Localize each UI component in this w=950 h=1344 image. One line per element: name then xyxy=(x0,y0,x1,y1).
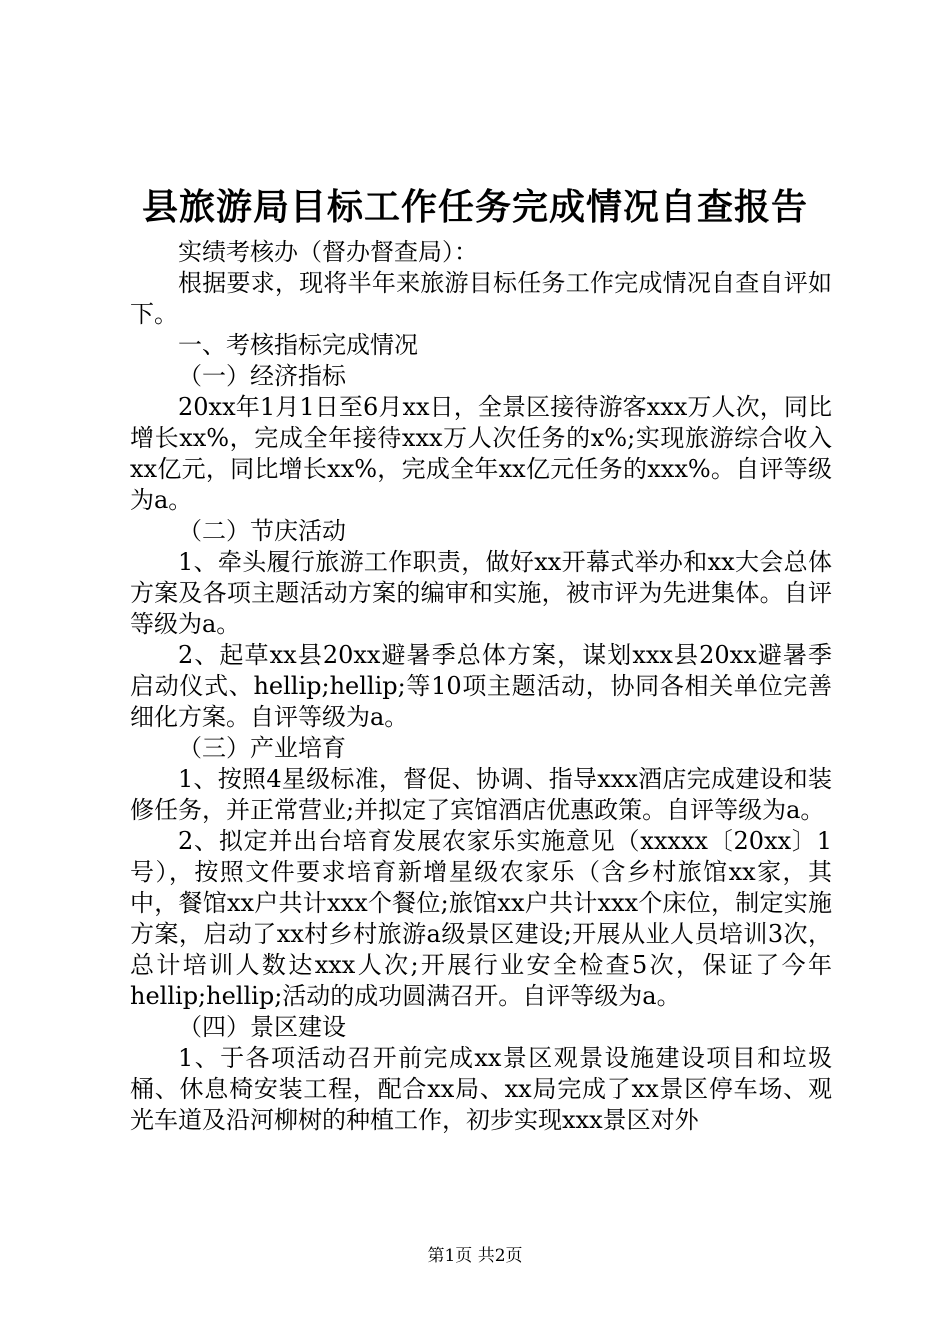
document-body xyxy=(130,237,832,1136)
page-footer: 第1页 共2页 xyxy=(427,1246,523,1266)
salutation: 实绩考核办（督办督查局）： xyxy=(178,238,478,266)
paragraph-industry-1: 1、按照4星级标准，督促、协调、指导xxx酒店完成建设和装修任务，并正常营业;并拟定了宾馆酒店优惠政策。自评等级为a。 xyxy=(130,765,832,824)
subsection-heading-scenic: （四）景区建设 xyxy=(178,1013,346,1041)
document-title: 县旅游局目标工作任务完成情况自查报告 xyxy=(141,187,808,228)
paragraph-economy: 20xx年1月1日至6月xx日，全景区接待游客xxx万人次，同比增长xx%，完成全年接待xxx万人次任务的x%;实现旅游综合收入xx亿元，同比增长xx%，完成全年xx亿元任务的xxx%。自评等级为a。 xyxy=(130,393,832,514)
subsection-heading-festival: （二）节庆活动 xyxy=(178,517,346,545)
paragraph-festival-2: 2、起草xx县20xx避暑季总体方案，谋划xxx县20xx避暑季启动仪式、hellip;hellip;等10项主题活动，协同各相关单位完善细化方案。自评等级为a。 xyxy=(130,641,832,731)
subsection-heading-economy: （一）经济指标 xyxy=(178,362,346,390)
paragraph-industry-2: 2、拟定并出台培育发展农家乐实施意见（xxxxx〔20xx〕1号），按照文件要求培育新增星级农家乐（含乡村旅馆xx家，其中，餐馆xx户共计xxx个餐位;旅馆xx户共计xxx个床位，制定实施方案，启动了xx村乡村旅游a级景区建设;开展从业人员培训3次，总计培训人数达xxx人次;开展行业安全检查5次，保证了今年hellip;hellip;活动的成功圆满召开。自评等级为a。 xyxy=(130,827,832,1010)
paragraph-festival-1: 1、牵头履行旅游工作职责，做好xx开幕式举办和xx大会总体方案及各项主题活动方案的编审和实施，被市评为先进集体。自评等级为a。 xyxy=(130,548,832,638)
subsection-heading-industry: （三）产业培育 xyxy=(178,734,346,762)
section-heading-1: 一、考核指标完成情况 xyxy=(178,331,418,359)
paragraph-scenic-1: 1、于各项活动召开前完成xx景区观景设施建设项目和垃圾桶、休息椅安装工程，配合xx局、xx局完成了xx景区停车场、观光车道及沿河柳树的种植工作，初步实现xxx景区对外 xyxy=(130,1044,832,1134)
intro-paragraph: 根据要求，现将半年来旅游目标任务工作完成情况自查自评如下。 xyxy=(130,269,832,328)
